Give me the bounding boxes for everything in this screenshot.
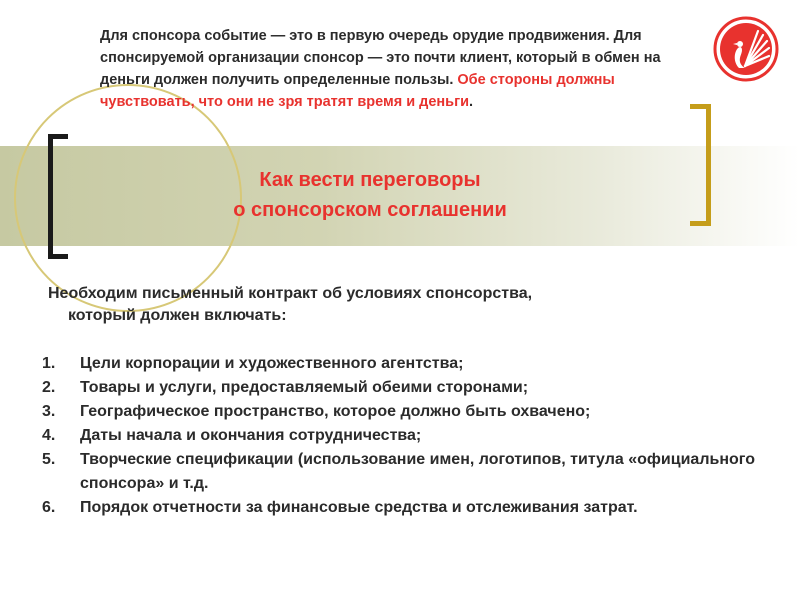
requirements-list — [42, 352, 762, 520]
peacock-logo-icon — [713, 16, 779, 82]
intro-highlight: Обе стороны должны чувствовать, что они не зря тратят время и деньги — [100, 72, 615, 110]
list-item — [42, 448, 762, 496]
list-item-text: Даты начала и окончания сотрудничества; — [80, 427, 422, 444]
list-item-number: 4. — [42, 427, 56, 444]
list-item — [42, 376, 762, 400]
list-item-number: 2. — [42, 379, 56, 396]
title-line-1: Как вести переговоры — [259, 169, 481, 191]
intro-end: . — [469, 94, 474, 110]
slide-title — [170, 165, 570, 225]
intro-paragraph — [100, 25, 690, 113]
right-bracket-decoration — [690, 104, 711, 226]
list-item-text: Товары и услуги, предоставляемый обеими сторонами; — [80, 379, 529, 396]
list-item-text: Творческие спецификации (использование имен, логотипов, титула «официального спонсора» и т.д. — [80, 451, 755, 492]
list-item — [42, 424, 762, 448]
list-item-number: 1. — [42, 355, 56, 372]
list-item-number: 3. — [42, 403, 56, 420]
list-item — [42, 400, 762, 424]
title-line-2: о спонсорском соглашении — [233, 199, 507, 221]
list-item — [42, 496, 762, 520]
list-item-number: 5. — [42, 451, 56, 468]
list-item-text: Цели корпорации и художественного агентства; — [80, 355, 464, 372]
list-item-text: Географическое пространство, которое должно быть охвачено; — [80, 403, 591, 420]
lead-line-1: Необходим письменный контракт об условиях спонсорства, — [48, 285, 533, 302]
intro-text: Для спонсора событие — это в первую очередь орудие продвижения. Для спонсируемой организации спонсор — это почти клиент, который в обмен на деньги должен получить определенные пользы. — [100, 28, 661, 88]
left-bracket-decoration — [48, 134, 68, 259]
lead-paragraph — [48, 283, 688, 327]
list-item-number: 6. — [42, 499, 56, 516]
list-item — [42, 352, 762, 376]
list-item-text: Порядок отчетности за финансовые средства и отслеживания затрат. — [80, 499, 638, 516]
lead-line-2: который должен включать: — [68, 307, 287, 324]
